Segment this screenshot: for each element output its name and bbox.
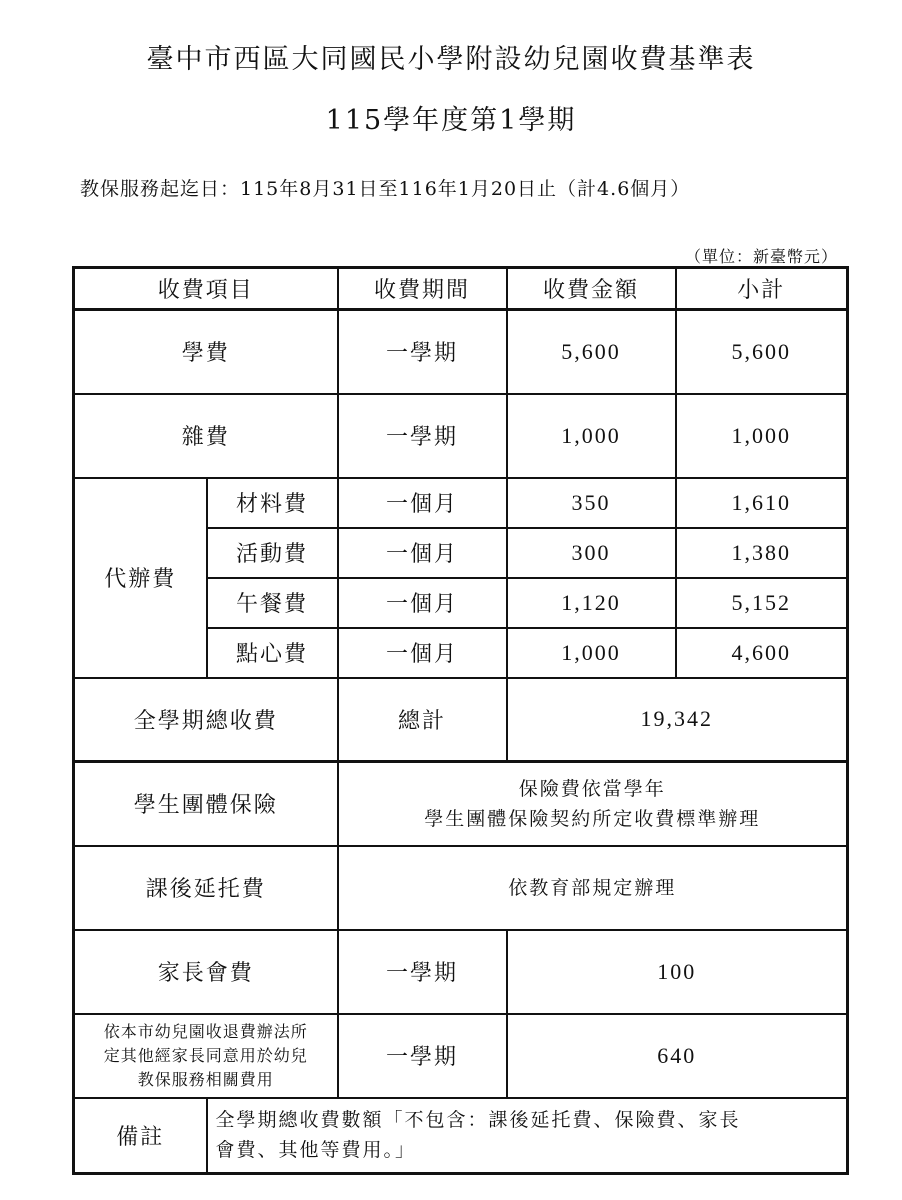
agency-item-label: 材料費 (207, 478, 338, 528)
tuition-amount: 5,600 (507, 310, 676, 394)
agency-item-subtotal: 1,380 (676, 528, 848, 578)
agency-item-label: 午餐費 (207, 578, 338, 628)
remark-label: 備註 (74, 1098, 207, 1174)
document-subtitle: 115學年度第1學期 (325, 105, 577, 136)
table-row (74, 1098, 848, 1174)
other-fee-period: 一學期 (338, 1014, 507, 1098)
parents-fee-value: 100 (507, 930, 848, 1014)
service-period: 教保服務起迄日：115年8月31日至116年1月20日止（計4.6個月） (80, 178, 691, 200)
total-value: 19,342 (507, 678, 848, 762)
document-title: 臺中市西區大同國民小學附設幼兒園收費基準表 (146, 44, 756, 75)
agency-item-subtotal: 5,152 (676, 578, 848, 628)
agency-item-amount: 1,120 (507, 578, 676, 628)
tuition-subtotal: 5,600 (676, 310, 848, 394)
table-row (74, 478, 848, 528)
other-fee-label-line: 定其他經家長同意用於幼兒 (103, 1045, 308, 1065)
agency-item-period: 一個月 (338, 628, 507, 678)
table-row (74, 394, 848, 478)
tuition-period: 一學期 (338, 310, 507, 394)
table-row (74, 310, 848, 394)
misc-amount: 1,000 (507, 394, 676, 478)
total-caption: 總計 (338, 678, 507, 762)
insurance-note (338, 762, 848, 846)
misc-subtotal: 1,000 (676, 394, 848, 478)
afterschool-note: 依教育部規定辦理 (338, 846, 848, 930)
remark-text-line: 會費、其他等費用。」 (215, 1139, 417, 1162)
agency-item-subtotal: 4,600 (676, 628, 848, 678)
afterschool-label: 課後延托費 (74, 846, 338, 930)
header-row (74, 268, 848, 310)
agency-item-amount: 350 (507, 478, 676, 528)
remark-text-line: 全學期總收費數額「不包含：課後延托費、保險費、家長 (215, 1109, 741, 1132)
currency-unit: （單位：新臺幣元） (684, 247, 838, 266)
agency-item-period: 一個月 (338, 578, 507, 628)
table-row (74, 846, 848, 930)
tuition-label: 學費 (74, 310, 338, 394)
agency-item-subtotal: 1,610 (676, 478, 848, 528)
agency-item-label: 活動費 (207, 528, 338, 578)
table-row (74, 762, 848, 846)
other-fee-label-line: 教保服務相關費用 (137, 1069, 274, 1089)
insurance-note-line: 學生團體保險契約所定收費標準辦理 (424, 807, 761, 830)
agency-group-label: 代辦費 (74, 478, 207, 678)
remark-text (207, 1098, 848, 1174)
other-fee-label (74, 1014, 338, 1098)
header-item: 收費項目 (74, 268, 338, 310)
agency-item-amount: 1,000 (507, 628, 676, 678)
header-subtotal: 小計 (676, 268, 848, 310)
agency-item-amount: 300 (507, 528, 676, 578)
insurance-note-line: 保險費依當學年 (518, 777, 666, 800)
insurance-label: 學生團體保險 (74, 762, 338, 846)
table-row (74, 930, 848, 1014)
agency-item-period: 一個月 (338, 528, 507, 578)
other-fee-label-line: 依本市幼兒園收退費辦法所 (103, 1021, 308, 1041)
misc-period: 一學期 (338, 394, 507, 478)
table-row (74, 1014, 848, 1098)
agency-item-label: 點心費 (207, 628, 338, 678)
parents-fee-period: 一學期 (338, 930, 507, 1014)
parents-fee-label: 家長會費 (74, 930, 338, 1014)
total-label: 全學期總收費 (74, 678, 338, 762)
fee-table (72, 266, 849, 1175)
table-row (74, 678, 848, 762)
other-fee-value: 640 (507, 1014, 848, 1098)
header-amount: 收費金額 (507, 268, 676, 310)
misc-label: 雜費 (74, 394, 338, 478)
header-period: 收費期間 (338, 268, 507, 310)
agency-item-period: 一個月 (338, 478, 507, 528)
